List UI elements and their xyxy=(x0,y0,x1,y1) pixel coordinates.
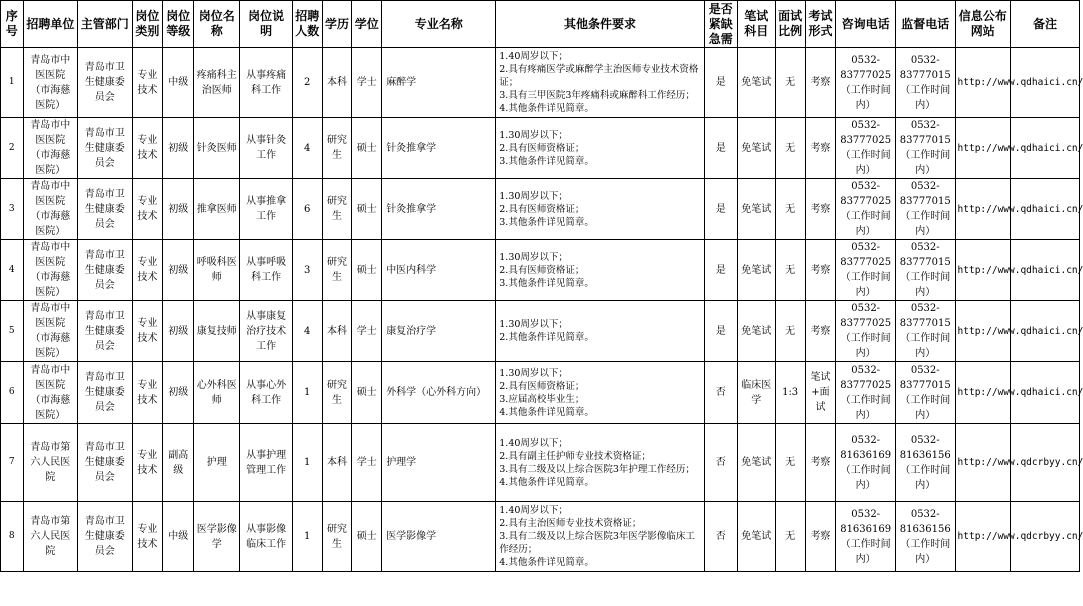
header-unit: 招聘单位 xyxy=(23,1,77,48)
cell-written: 免笔试 xyxy=(737,240,775,301)
cell-exam: 考察 xyxy=(805,118,836,179)
cell-degree: 硕士 xyxy=(352,179,382,240)
condition-line: 3.其他条件详见简章。 xyxy=(499,155,594,167)
cell-supervise: 0532-83777015（工作时间内） xyxy=(895,362,955,424)
cell-dept: 青岛市卫生健康委员会 xyxy=(78,179,132,240)
cell-unit: 青岛市中医医院（市海慈医院） xyxy=(23,48,77,118)
cell-dept: 青岛市卫生健康委员会 xyxy=(78,240,132,301)
cell-urgent: 是 xyxy=(704,301,737,362)
cell-category: 专业技术 xyxy=(132,48,163,118)
cell-written: 免笔试 xyxy=(737,179,775,240)
condition-line: 3.具有二级及以上综合医院3年护理工作经历； xyxy=(499,463,695,475)
cell-edu: 研究生 xyxy=(322,179,352,240)
cell-level: 初级 xyxy=(163,118,194,179)
cell-level: 中级 xyxy=(163,502,194,572)
cell-urgent: 否 xyxy=(704,424,737,502)
cell-ratio: 无 xyxy=(775,179,805,240)
cell-ratio: 无 xyxy=(775,118,805,179)
cell-exam: 考察 xyxy=(805,179,836,240)
cell-seq: 2 xyxy=(1,118,24,179)
cell-supervise: 0532-81636156（工作时间内） xyxy=(895,424,955,502)
condition-line: 2.具有医师资格证； xyxy=(499,142,585,154)
cell-seq: 3 xyxy=(1,179,24,240)
cell-dept: 青岛市卫生健康委员会 xyxy=(78,502,132,572)
cell-degree: 硕士 xyxy=(352,118,382,179)
table-row xyxy=(1,502,1080,572)
header-site: 信息公布网站 xyxy=(955,1,1010,48)
cell-desc: 从事推拿工作 xyxy=(240,179,292,240)
cell-seq: 4 xyxy=(1,240,24,301)
table-row xyxy=(1,179,1080,240)
table-header xyxy=(1,1,1080,48)
cell-site: http://www.qdhaici.cn/ xyxy=(955,240,1010,301)
cell-count: 3 xyxy=(292,240,322,301)
condition-line: 1.40周岁以下； xyxy=(499,437,568,449)
cell-seq: 6 xyxy=(1,362,24,424)
condition-line: 3.应届高校毕业生； xyxy=(499,393,585,405)
cell-written: 免笔试 xyxy=(737,424,775,502)
header-urgent: 是否紧缺急需 xyxy=(704,1,737,48)
cell-conditions xyxy=(496,502,705,572)
cell-post: 护理 xyxy=(194,424,240,502)
cell-level: 初级 xyxy=(163,179,194,240)
condition-line: 1.30周岁以下； xyxy=(499,129,568,141)
cell-ratio: 1:3 xyxy=(775,362,805,424)
cell-ratio: 无 xyxy=(775,48,805,118)
cell-post: 呼吸科医师 xyxy=(194,240,240,301)
condition-line: 1.40周岁以下； xyxy=(499,51,568,62)
table-row xyxy=(1,240,1080,301)
cell-site: http://www.qdhaici.cn/ xyxy=(955,48,1010,118)
cell-major: 针灸推拿学 xyxy=(382,118,496,179)
cell-dept: 青岛市卫生健康委员会 xyxy=(78,48,132,118)
cell-category: 专业技术 xyxy=(132,118,163,179)
cell-dept: 青岛市卫生健康委员会 xyxy=(78,118,132,179)
cell-contact: 0532-83777025（工作时间内） xyxy=(836,118,896,179)
cell-unit: 青岛市中医医院（市海慈医院） xyxy=(23,240,77,301)
cell-urgent: 是 xyxy=(704,118,737,179)
cell-site: http://www.qdhaici.cn/ xyxy=(955,118,1010,179)
cell-edu: 研究生 xyxy=(322,118,352,179)
cell-written: 免笔试 xyxy=(737,301,775,362)
cell-contact: 0532-81636169（工作时间内） xyxy=(836,424,896,502)
cell-category: 专业技术 xyxy=(132,301,163,362)
cell-conditions xyxy=(496,301,705,362)
cell-written: 免笔试 xyxy=(737,48,775,118)
cell-conditions xyxy=(496,362,705,424)
header-major: 专业名称 xyxy=(382,1,496,48)
cell-dept: 青岛市卫生健康委员会 xyxy=(78,362,132,424)
cell-contact: 0532-83777025（工作时间内） xyxy=(836,301,896,362)
cell-urgent: 否 xyxy=(704,502,737,572)
cell-supervise: 0532-81636156（工作时间内） xyxy=(895,502,955,572)
cell-category: 专业技术 xyxy=(132,502,163,572)
cell-level: 初级 xyxy=(163,362,194,424)
cell-supervise: 0532-83777015（工作时间内） xyxy=(895,301,955,362)
cell-conditions xyxy=(496,118,705,179)
table-row xyxy=(1,424,1080,502)
cell-ratio: 无 xyxy=(775,301,805,362)
cell-desc: 从事疼痛科工作 xyxy=(240,48,292,118)
cell-degree: 硕士 xyxy=(352,240,382,301)
condition-line: 2.具有疼痛医学或麻醉学主治医师专业技术资格证； xyxy=(499,64,699,88)
condition-line: 1.30周岁以下； xyxy=(499,319,568,330)
cell-post: 心外科医师 xyxy=(194,362,240,424)
header-supervise: 监督电话 xyxy=(895,1,955,48)
cell-desc: 从事心外科工作 xyxy=(240,362,292,424)
cell-urgent: 否 xyxy=(704,362,737,424)
header-seq: 序号 xyxy=(1,1,24,48)
cell-degree: 学士 xyxy=(352,48,382,118)
header-level: 岗位等级 xyxy=(163,1,194,48)
header-category: 岗位类别 xyxy=(132,1,163,48)
cell-level: 初级 xyxy=(163,240,194,301)
header-ratio: 面试比例 xyxy=(775,1,805,48)
cell-dept: 青岛市卫生健康委员会 xyxy=(78,424,132,502)
table-row xyxy=(1,118,1080,179)
cell-major: 康复治疗学 xyxy=(382,301,496,362)
cell-degree: 学士 xyxy=(352,424,382,502)
cell-count: 1 xyxy=(292,424,322,502)
cell-desc: 从事康复治疗技术工作 xyxy=(240,301,292,362)
condition-line: 4.其他条件详见简章。 xyxy=(499,476,594,488)
cell-degree: 学士 xyxy=(352,301,382,362)
cell-site: http://www.qdhaici.cn/ xyxy=(955,179,1010,240)
condition-line: 2.具有主治医师专业技术资格证； xyxy=(499,518,642,529)
condition-line: 2.其他条件详见简章。 xyxy=(499,332,594,343)
cell-dept: 青岛市卫生健康委员会 xyxy=(78,301,132,362)
cell-urgent: 是 xyxy=(704,179,737,240)
cell-level: 中级 xyxy=(163,48,194,118)
cell-category: 专业技术 xyxy=(132,179,163,240)
cell-seq: 8 xyxy=(1,502,24,572)
cell-desc: 从事呼吸科工作 xyxy=(240,240,292,301)
condition-line: 4.其他条件详见简章。 xyxy=(499,557,594,568)
cell-contact: 0532-83777025（工作时间内） xyxy=(836,240,896,301)
cell-seq: 1 xyxy=(1,48,24,118)
condition-line: 2.具有医师资格证； xyxy=(499,203,585,215)
cell-unit: 青岛市中医医院（市海慈医院） xyxy=(23,179,77,240)
header-contact: 咨询电话 xyxy=(836,1,896,48)
condition-line: 2.具有医师资格证； xyxy=(499,264,585,276)
cell-exam: 考察 xyxy=(805,301,836,362)
header-conditions: 其他条件要求 xyxy=(496,1,705,48)
cell-site: http://www.qdcrbyy.cn/ xyxy=(955,502,1010,572)
cell-category: 专业技术 xyxy=(132,240,163,301)
cell-category: 专业技术 xyxy=(132,362,163,424)
cell-post: 医学影像学 xyxy=(194,502,240,572)
cell-seq: 5 xyxy=(1,301,24,362)
cell-post: 推拿医师 xyxy=(194,179,240,240)
cell-count: 4 xyxy=(292,301,322,362)
table-row xyxy=(1,48,1080,118)
condition-line: 2.具有副主任护师专业技术资格证； xyxy=(499,450,651,462)
cell-count: 6 xyxy=(292,179,322,240)
header-degree: 学位 xyxy=(352,1,382,48)
condition-line: 3.其他条件详见简章。 xyxy=(499,277,594,289)
header-exam: 考试形式 xyxy=(805,1,836,48)
header-count: 招聘人数 xyxy=(292,1,322,48)
cell-edu: 本科 xyxy=(322,48,352,118)
cell-written: 免笔试 xyxy=(737,118,775,179)
cell-post: 疼痛科主治医师 xyxy=(194,48,240,118)
cell-urgent: 是 xyxy=(704,240,737,301)
condition-line: 1.30周岁以下； xyxy=(499,367,568,379)
table-row xyxy=(1,301,1080,362)
cell-desc: 从事针灸工作 xyxy=(240,118,292,179)
header-edu: 学历 xyxy=(322,1,352,48)
cell-ratio: 无 xyxy=(775,424,805,502)
cell-conditions xyxy=(496,240,705,301)
condition-line: 4.其他条件详见简章。 xyxy=(499,406,594,418)
cell-edu: 研究生 xyxy=(322,240,352,301)
cell-exam: 考察 xyxy=(805,424,836,502)
cell-contact: 0532-83777025（工作时间内） xyxy=(836,48,896,118)
header-dept: 主管部门 xyxy=(78,1,132,48)
cell-written: 免笔试 xyxy=(737,502,775,572)
cell-unit: 青岛市中医医院（市海慈医院） xyxy=(23,118,77,179)
cell-level: 初级 xyxy=(163,301,194,362)
header-written: 笔试科目 xyxy=(737,1,775,48)
cell-major: 中医内科学 xyxy=(382,240,496,301)
cell-supervise: 0532-83777015（工作时间内） xyxy=(895,240,955,301)
cell-count: 4 xyxy=(292,118,322,179)
table-row xyxy=(1,362,1080,424)
cell-unit: 青岛市第六人民医院 xyxy=(23,424,77,502)
cell-edu: 本科 xyxy=(322,301,352,362)
condition-line: 4.其他条件详见简章。 xyxy=(499,103,594,114)
cell-exam: 笔试+面试 xyxy=(805,362,836,424)
cell-major: 针灸推拿学 xyxy=(382,179,496,240)
cell-degree: 硕士 xyxy=(352,502,382,572)
cell-urgent: 是 xyxy=(704,48,737,118)
cell-contact: 0532-81636169（工作时间内） xyxy=(836,502,896,572)
header-post: 岗位名称 xyxy=(194,1,240,48)
cell-exam: 考察 xyxy=(805,502,836,572)
cell-conditions xyxy=(496,424,705,502)
cell-level: 副高级 xyxy=(163,424,194,502)
cell-count: 1 xyxy=(292,362,322,424)
cell-count: 2 xyxy=(292,48,322,118)
cell-degree: 硕士 xyxy=(352,362,382,424)
cell-conditions xyxy=(496,48,705,118)
cell-supervise: 0532-83777015（工作时间内） xyxy=(895,179,955,240)
cell-edu: 研究生 xyxy=(322,362,352,424)
condition-line: 1.30周岁以下； xyxy=(499,190,568,202)
cell-supervise: 0532-83777015（工作时间内） xyxy=(895,118,955,179)
cell-ratio: 无 xyxy=(775,502,805,572)
cell-exam: 考察 xyxy=(805,48,836,118)
cell-contact: 0532-83777025（工作时间内） xyxy=(836,179,896,240)
cell-major: 医学影像学 xyxy=(382,502,496,572)
cell-site: http://www.qdhaici.cn/ xyxy=(955,362,1010,424)
cell-category: 专业技术 xyxy=(132,424,163,502)
cell-conditions xyxy=(496,179,705,240)
cell-post: 康复技师 xyxy=(194,301,240,362)
cell-ratio: 无 xyxy=(775,240,805,301)
cell-edu: 研究生 xyxy=(322,502,352,572)
header-remark: 备注 xyxy=(1011,1,1080,48)
cell-unit: 青岛市第六人民医院 xyxy=(23,502,77,572)
cell-major: 护理学 xyxy=(382,424,496,502)
condition-line: 3.具有三甲医院3年疼痛科或麻醉科工作经历； xyxy=(499,90,695,101)
table-body xyxy=(1,48,1083,572)
cell-supervise: 0532-83777015（工作时间内） xyxy=(895,48,955,118)
cell-edu: 本科 xyxy=(322,424,352,502)
cell-unit: 青岛市中医医院（市海慈医院） xyxy=(23,301,77,362)
cell-unit: 青岛市中医医院（市海慈医院） xyxy=(23,362,77,424)
cell-desc: 从事护理管理工作 xyxy=(240,424,292,502)
cell-site: http://www.qdcrbyy.cn/ xyxy=(955,424,1010,502)
condition-line: 1.30周岁以下； xyxy=(499,251,568,263)
cell-site: http://www.qdhaici.cn/ xyxy=(955,301,1010,362)
cell-desc: 从事影像临床工作 xyxy=(240,502,292,572)
cell-post: 针灸医师 xyxy=(194,118,240,179)
cell-contact: 0532-83777025（工作时间内） xyxy=(836,362,896,424)
condition-line: 2.具有医师资格证； xyxy=(499,380,585,392)
condition-line: 3.具有二级及以上综合医院3年医学影像临床工作经历； xyxy=(499,531,695,555)
cell-count: 1 xyxy=(292,502,322,572)
cell-major: 外科学（心外科方向） xyxy=(382,362,496,424)
cell-written: 临床医学 xyxy=(737,362,775,424)
condition-line: 3.其他条件详见简章。 xyxy=(499,216,594,228)
cell-exam: 考察 xyxy=(805,240,836,301)
cell-seq: 7 xyxy=(1,424,24,502)
cell-major: 麻醉学 xyxy=(382,48,496,118)
header-desc: 岗位说明 xyxy=(240,1,292,48)
condition-line: 1.40周岁以下； xyxy=(499,505,568,516)
